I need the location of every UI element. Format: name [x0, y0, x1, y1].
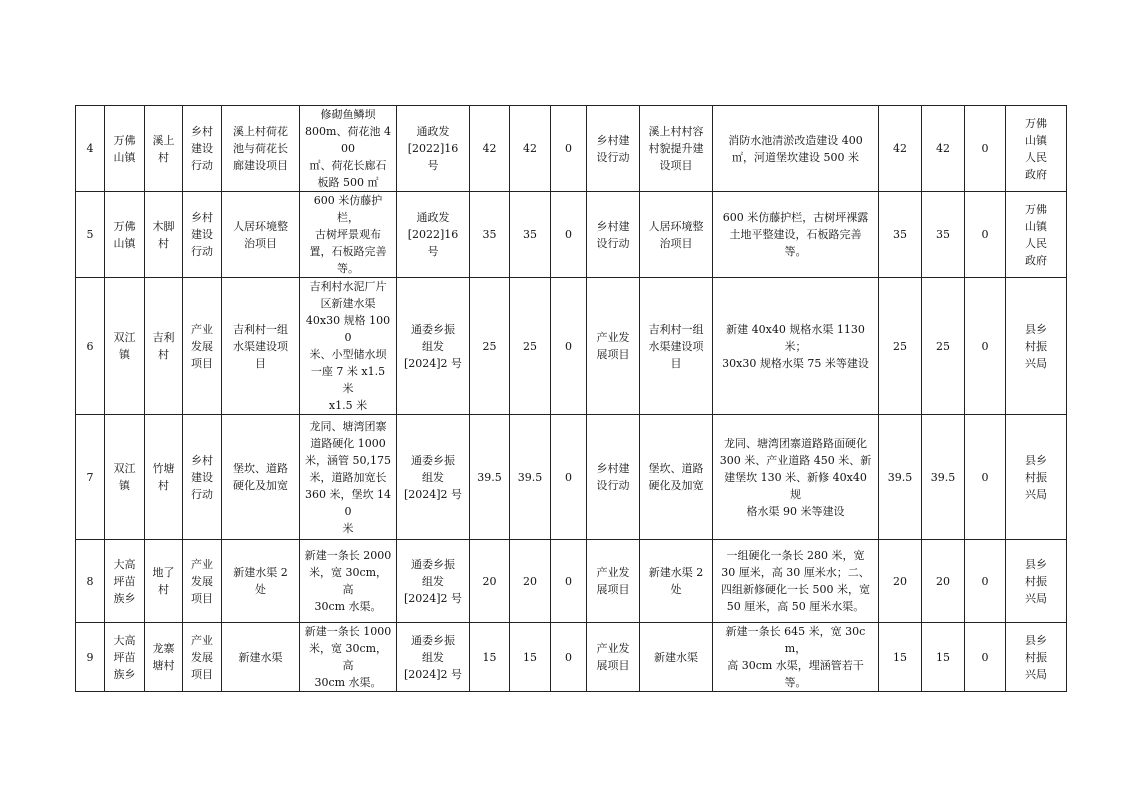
- amount-cell: 0: [551, 540, 587, 623]
- village-cell: 木脚 村: [145, 192, 183, 278]
- town-cell: 大高 坪苗 族乡: [105, 540, 145, 623]
- project-content-cell: 新建一条长 2000 米，宽 30cm，高 30cm 水渠。: [300, 540, 397, 623]
- document-number-cell: 通政发 [2022]16 号: [397, 106, 470, 192]
- amount-cell: 25: [922, 278, 965, 415]
- row-number: 5: [76, 192, 105, 278]
- project-table: [75, 105, 1067, 692]
- adjusted-content-cell: 一组硬化一条长 280 米，宽 30 厘米，高 30 厘米水；二、 四组新修硬化一长 500 米，宽 50 厘米，高 50 厘米水渠。: [713, 540, 879, 623]
- town-cell: 万佛 山镇: [105, 192, 145, 278]
- village-cell: 溪上 村: [145, 106, 183, 192]
- adjusted-project-name-cell: 吉利村一组 水渠建设项 目: [640, 278, 713, 415]
- document-number-cell: 通委乡振 组发 [2024]2 号: [397, 415, 470, 540]
- adjusted-category-cell: 乡村建 设行动: [587, 192, 640, 278]
- row-number: 7: [76, 415, 105, 540]
- responsible-unit-cell: 县乡 村振 兴局: [1006, 415, 1067, 540]
- amount-cell: 20: [922, 540, 965, 623]
- amount-cell: 0: [965, 540, 1006, 623]
- responsible-unit-cell: 万佛 山镇 人民 政府: [1006, 106, 1067, 192]
- project-content-cell: 新建一条长 1000 米，宽 30cm，高 30cm 水渠。: [300, 623, 397, 692]
- row-number: 8: [76, 540, 105, 623]
- category-cell: 乡村 建设 行动: [183, 106, 222, 192]
- amount-cell: 25: [510, 278, 551, 415]
- table-row: [76, 540, 1067, 623]
- adjusted-content-cell: 新建 40x40 规格水渠 1130 米； 30x30 规格水渠 75 米等建设: [713, 278, 879, 415]
- amount-cell: 0: [965, 278, 1006, 415]
- village-cell: 竹塘 村: [145, 415, 183, 540]
- adjusted-category-cell: 产业发 展项目: [587, 278, 640, 415]
- table-row: [76, 278, 1067, 415]
- project-content-cell: 600 米仿藤护栏， 古树坪景观布 置，石板路完善 等。: [300, 192, 397, 278]
- amount-cell: 0: [965, 623, 1006, 692]
- village-cell: 地了 村: [145, 540, 183, 623]
- category-cell: 产业 发展 项目: [183, 278, 222, 415]
- table-row: [76, 106, 1067, 192]
- town-cell: 双江 镇: [105, 278, 145, 415]
- adjusted-category-cell: 产业发 展项目: [587, 623, 640, 692]
- amount-cell: 35: [510, 192, 551, 278]
- amount-cell: 0: [965, 106, 1006, 192]
- amount-cell: 42: [510, 106, 551, 192]
- amount-cell: 0: [551, 415, 587, 540]
- amount-cell: 39.5: [510, 415, 551, 540]
- category-cell: 产业 发展 项目: [183, 540, 222, 623]
- category-cell: 产业 发展 项目: [183, 623, 222, 692]
- category-cell: 乡村 建设 行动: [183, 192, 222, 278]
- amount-cell: 35: [470, 192, 510, 278]
- amount-cell: 35: [922, 192, 965, 278]
- amount-cell: 15: [510, 623, 551, 692]
- town-cell: 万佛 山镇: [105, 106, 145, 192]
- amount-cell: 15: [470, 623, 510, 692]
- row-number: 4: [76, 106, 105, 192]
- amount-cell: 15: [922, 623, 965, 692]
- document-number-cell: 通委乡振 组发 [2024]2 号: [397, 540, 470, 623]
- responsible-unit-cell: 县乡 村振 兴局: [1006, 623, 1067, 692]
- amount-cell: 35: [879, 192, 922, 278]
- category-cell: 乡村 建设 行动: [183, 415, 222, 540]
- adjusted-content-cell: 消防水池清淤改造建设 400 ㎡，河道堡坎建设 500 米: [713, 106, 879, 192]
- adjusted-content-cell: 龙同、塘湾团寨道路路面硬化 300 米、产业道路 450 米、新 建堡坎 130 米、新修 40x40 规 格水渠 90 米等建设: [713, 415, 879, 540]
- town-cell: 双江 镇: [105, 415, 145, 540]
- project-content-cell: 龙同、塘湾团寨 道路硬化 1000 米，涵管 50,175 米，道路加宽长 360 米，堡坎 140 米: [300, 415, 397, 540]
- responsible-unit-cell: 县乡 村振 兴局: [1006, 540, 1067, 623]
- project-name-cell: 堡坎、道路 硬化及加宽: [222, 415, 300, 540]
- table-row: [76, 415, 1067, 540]
- adjusted-content-cell: 新建一条长 645 米，宽 30cm， 高 30cm 水渠，埋涵管若干等。: [713, 623, 879, 692]
- table-row: [76, 623, 1067, 692]
- project-name-cell: 吉利村一组 水渠建设项 目: [222, 278, 300, 415]
- amount-cell: 20: [510, 540, 551, 623]
- adjusted-project-name-cell: 新建水渠 2 处: [640, 540, 713, 623]
- responsible-unit-cell: 县乡 村振 兴局: [1006, 278, 1067, 415]
- row-number: 6: [76, 278, 105, 415]
- amount-cell: 0: [551, 192, 587, 278]
- project-content-cell: 修砌鱼鳞坝 800m、荷花池 400 ㎡、荷花长廊石 板路 500 ㎡: [300, 106, 397, 192]
- town-cell: 大高 坪苗 族乡: [105, 623, 145, 692]
- project-content-cell: 吉利村水泥厂片 区新建水渠 40x30 规格 1000 米、小型储水坝 一座 7 米 x1.5 米 x1.5 米: [300, 278, 397, 415]
- adjusted-project-name-cell: 溪上村村容 村貌提升建 设项目: [640, 106, 713, 192]
- amount-cell: 0: [551, 278, 587, 415]
- amount-cell: 42: [922, 106, 965, 192]
- row-number: 9: [76, 623, 105, 692]
- adjusted-content-cell: 600 米仿藤护栏，古树坪裸露 土地平整建设，石板路完善 等。: [713, 192, 879, 278]
- amount-cell: 39.5: [879, 415, 922, 540]
- amount-cell: 39.5: [922, 415, 965, 540]
- project-name-cell: 溪上村荷花 池与荷花长 廊建设项目: [222, 106, 300, 192]
- project-name-cell: 人居环境整 治项目: [222, 192, 300, 278]
- adjusted-category-cell: 乡村建 设行动: [587, 415, 640, 540]
- document-number-cell: 通委乡振 组发 [2024]2 号: [397, 278, 470, 415]
- adjusted-project-name-cell: 堡坎、道路 硬化及加宽: [640, 415, 713, 540]
- responsible-unit-cell: 万佛 山镇 人民 政府: [1006, 192, 1067, 278]
- amount-cell: 0: [551, 623, 587, 692]
- amount-cell: 25: [470, 278, 510, 415]
- village-cell: 吉利 村: [145, 278, 183, 415]
- project-name-cell: 新建水渠 2 处: [222, 540, 300, 623]
- amount-cell: 20: [470, 540, 510, 623]
- amount-cell: 0: [965, 192, 1006, 278]
- amount-cell: 42: [879, 106, 922, 192]
- adjusted-category-cell: 产业发 展项目: [587, 540, 640, 623]
- amount-cell: 15: [879, 623, 922, 692]
- document-number-cell: 通委乡振 组发 [2024]2 号: [397, 623, 470, 692]
- document-number-cell: 通政发 [2022]16 号: [397, 192, 470, 278]
- amount-cell: 25: [879, 278, 922, 415]
- adjusted-category-cell: 乡村建 设行动: [587, 106, 640, 192]
- table-row: [76, 192, 1067, 278]
- village-cell: 龙寨 塘村: [145, 623, 183, 692]
- adjusted-project-name-cell: 新建水渠: [640, 623, 713, 692]
- amount-cell: 39.5: [470, 415, 510, 540]
- amount-cell: 0: [965, 415, 1006, 540]
- amount-cell: 42: [470, 106, 510, 192]
- amount-cell: 0: [551, 106, 587, 192]
- project-name-cell: 新建水渠: [222, 623, 300, 692]
- adjusted-project-name-cell: 人居环境整 治项目: [640, 192, 713, 278]
- amount-cell: 20: [879, 540, 922, 623]
